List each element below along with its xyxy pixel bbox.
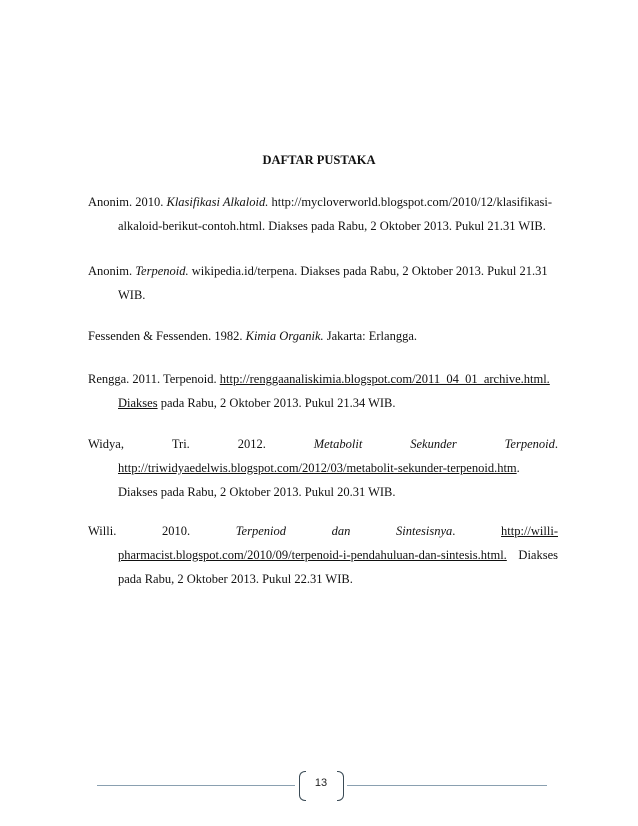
reference-punct: . — [452, 524, 456, 538]
reference-line — [88, 519, 558, 543]
reference-title: Kimia Organik. — [245, 329, 324, 343]
reference-year: 2010. — [161, 524, 191, 538]
reference-line — [88, 190, 558, 214]
reference-link[interactable]: http://willi- — [501, 524, 558, 538]
reference-author-year: Fessenden & Fessenden. 1982. — [88, 329, 246, 343]
reference-url: http://mycloverworld.blogspot.com/2010/12/klasifikasi- — [268, 195, 552, 209]
reference-author: Widya, — [88, 437, 124, 451]
footer-rule-left — [97, 785, 295, 786]
reference-title-word: Sintesisnya — [396, 524, 453, 538]
left-brace-icon — [299, 771, 306, 801]
reference-access-label: Diakses — [518, 548, 558, 562]
reference-title-word: Metabolit — [313, 437, 363, 451]
reference-punct: . — [554, 437, 558, 451]
reference-entry — [88, 190, 558, 238]
reference-title-word: Terpenoid — [504, 437, 555, 451]
reference-access-date: pada Rabu, 2 Oktober 2013. Pukul 21.34 WIB. — [157, 396, 396, 410]
reference-author: Willi. — [88, 524, 117, 538]
reference-link[interactable]: pharmacist.blogspot.com/2010/09/terpenoid-i-pendahuluan-dan-sintesis.html. — [118, 548, 507, 562]
reference-line — [88, 367, 558, 391]
reference-line: Diakses pada Rabu, 2 Oktober 2013. Pukul 20.31 WIB. — [118, 485, 396, 499]
reference-line — [88, 543, 558, 567]
reference-entry — [88, 259, 558, 307]
reference-entry — [88, 367, 558, 415]
reference-line: WIB. — [118, 288, 146, 302]
reference-author-year: Rengga. 2011. Terpenoid. — [88, 372, 220, 386]
reference-title-word: Sekunder — [410, 437, 457, 451]
reference-title-last — [396, 519, 455, 543]
reference-link[interactable]: http://triwidyaedelwis.blogspot.com/2012/03/metabolit-sekunder-terpenoid.htm — [118, 461, 517, 475]
right-brace-icon — [337, 771, 344, 801]
reference-line: alkaloid-berikut-contoh.html. Diakses pada Rabu, 2 Oktober 2013. Pukul 21.31 WIB. — [118, 219, 546, 233]
reference-title: Klasifikasi Alkaloid. — [166, 195, 269, 209]
reference-line: pada Rabu, 2 Oktober 2013. Pukul 22.31 WIB. — [118, 572, 353, 586]
reference-line — [88, 432, 558, 456]
reference-source: wikipedia.id/terpena. Diakses pada Rabu, 2 Oktober 2013. Pukul 21.31 — [188, 264, 548, 278]
reference-link[interactable]: Diakses — [118, 396, 158, 410]
reference-title-word: dan — [331, 524, 351, 538]
reference-line — [88, 391, 558, 415]
reference-line — [88, 456, 558, 480]
reference-title-word: Terpeniod — [235, 524, 286, 538]
reference-title-last — [505, 432, 558, 456]
page-title: DAFTAR PUSTAKA — [262, 153, 376, 167]
reference-line — [88, 259, 558, 283]
reference-publisher: Jakarta: Erlangga. — [323, 329, 417, 343]
footer-rule-right — [347, 785, 547, 786]
reference-entry — [88, 432, 558, 504]
reference-author: Anonim. — [88, 264, 136, 278]
page-number: 13 — [314, 777, 328, 789]
reference-author: Tri. — [171, 437, 190, 451]
reference-year: 2012. — [237, 437, 266, 451]
reference-title: Terpenoid. — [135, 264, 189, 278]
reference-entry — [88, 519, 558, 591]
reference-entry — [88, 324, 558, 348]
reference-punct: . — [516, 461, 520, 475]
reference-line — [88, 324, 558, 348]
reference-link[interactable]: http://renggaanaliskimia.blogspot.com/2011_04_01_archive.html. — [219, 372, 550, 386]
reference-author-year: Anonim. 2010. — [88, 195, 167, 209]
